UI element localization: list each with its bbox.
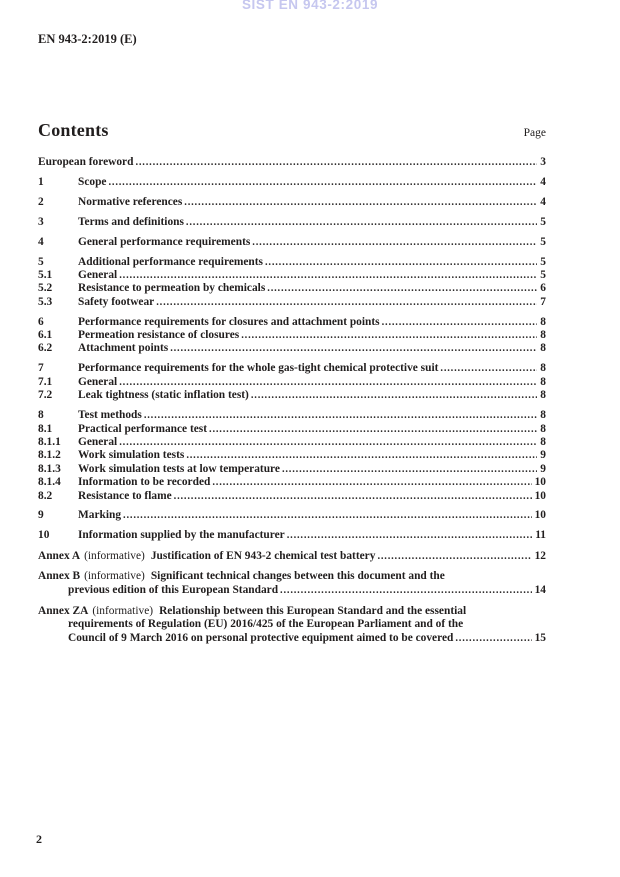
toc-entry-page: 8: [540, 389, 546, 402]
toc-entry-number: 5.3: [38, 295, 53, 308]
toc-entry: [38, 362, 546, 375]
toc-entry-number: 5: [38, 255, 44, 268]
toc-entry-title: Performance requirements for the whole gas-tight chemical protective suit: [78, 362, 439, 375]
dot-leader: [377, 550, 531, 564]
toc-entry-title: Resistance to flame: [78, 489, 172, 502]
toc-entry: [38, 463, 546, 476]
toc-entry-title: Additional performance requirements: [78, 255, 263, 268]
toc-entry-page: 8: [540, 409, 546, 422]
toc-entry-page: 5: [540, 255, 546, 268]
dot-leader: [156, 296, 537, 309]
toc-entry-number: 8.2: [38, 489, 53, 502]
document-reference: EN 943-2:2019 (E): [38, 32, 137, 46]
toc-entry-title: Work simulation tests: [78, 449, 185, 462]
toc-entry-page: 8: [540, 315, 546, 328]
dot-leader: [123, 509, 532, 522]
annex-qualifier: (informative): [92, 604, 154, 617]
dot-leader: [241, 329, 537, 342]
toc-entry-title: Scope: [78, 175, 107, 188]
toc-entry-number: 7.2: [38, 389, 53, 402]
toc-annex-entry: [38, 605, 546, 646]
annex-title-text: requirements of Regulation (EU) 2016/425 of the European Parliament and of the: [68, 618, 464, 631]
toc-annex-line: [38, 570, 546, 584]
toc-entry-number: 4: [38, 235, 44, 248]
annex-title-text: previous edition of this European Standard: [68, 583, 279, 596]
toc-entry-page: 9: [540, 462, 546, 475]
toc-entry-page: 4: [540, 195, 546, 208]
annex-label: Annex B: [38, 570, 81, 583]
toc-entry-title: Attachment points: [78, 342, 169, 355]
contents-heading: Contents: [38, 120, 109, 140]
toc-entry: [38, 490, 546, 503]
toc-header: [38, 120, 546, 141]
toc-annex-line: [38, 550, 546, 564]
toc-annex-line: [38, 605, 546, 619]
toc-entry-number: 3: [38, 215, 44, 228]
dot-leader: [184, 196, 537, 209]
toc-entry-page: 7: [540, 295, 546, 308]
dot-leader: [212, 476, 531, 489]
table-of-contents: [38, 120, 546, 645]
toc-entry-page: 14: [534, 583, 546, 596]
toc-entry: [38, 389, 546, 402]
toc-entry-title: General: [78, 268, 118, 281]
toc-entry-title: Normative references: [78, 195, 183, 208]
toc-entry: [38, 449, 546, 462]
toc-annex-list: [38, 550, 546, 646]
annex-qualifier: (informative): [84, 570, 145, 583]
toc-entry: [38, 342, 546, 355]
toc-entry: [38, 329, 546, 342]
page-column-label: Page: [523, 127, 546, 139]
toc-entry: [38, 529, 546, 542]
dot-leader: [267, 282, 537, 295]
toc-entry-page: 8: [540, 375, 546, 388]
annex-qualifier: (informative): [84, 549, 145, 562]
toc-entry-page: 10: [534, 476, 546, 489]
dot-leader: [209, 423, 537, 436]
toc-entry: [38, 316, 546, 329]
dot-leader: [265, 256, 537, 269]
toc-entry: [38, 476, 546, 489]
toc-entry-number: 8.1.2: [38, 449, 61, 462]
toc-entry-title: Resistance to permeation by chemicals: [78, 282, 266, 295]
annex-label: Annex ZA: [38, 604, 89, 617]
toc-entry-number: 6.2: [38, 342, 53, 355]
toc-entry-number: 6.1: [38, 329, 53, 342]
toc-entry-number: 1: [38, 175, 44, 188]
toc-entry: [38, 296, 546, 309]
toc-entry: [38, 176, 546, 189]
annex-title-text: Relationship between this European Standard and the essential: [159, 604, 467, 617]
toc-entry-page: 4: [540, 175, 546, 188]
toc-entry: [38, 236, 546, 249]
toc-annex-line: [38, 632, 546, 646]
toc-entry: [38, 409, 546, 422]
toc-entry-title: Permeation resistance of closures: [78, 329, 240, 342]
toc-entry-title: Work simulation tests at low temperature: [78, 462, 280, 475]
dot-leader: [135, 156, 537, 169]
toc-entry-title: European foreword: [38, 156, 134, 168]
toc-entry-title: Practical performance test: [78, 422, 208, 435]
annex-title-text: Council of 9 March 2016 on personal protective equipment aimed to be covered: [68, 631, 454, 644]
toc-entry-page: 8: [540, 329, 546, 342]
toc-entry-number: 8.1.3: [38, 462, 61, 475]
toc-entry-number: 7: [38, 362, 44, 375]
toc-entry-title: General: [78, 375, 118, 388]
toc-entry-title: Performance requirements for closures and attachment points: [78, 315, 380, 328]
toc-entry-page: 8: [540, 435, 546, 448]
toc-entry-page: 5: [540, 215, 546, 228]
toc-entry-number: 7.1: [38, 375, 53, 388]
dot-leader: [170, 342, 537, 355]
toc-entry-page: 12: [534, 549, 546, 562]
toc-entry: [38, 376, 546, 389]
toc-entry-title: Information supplied by the manufacturer: [78, 529, 285, 542]
toc-entry-number: 8.1.1: [38, 435, 61, 448]
toc-entry-number: 6: [38, 315, 44, 328]
dot-leader: [382, 316, 538, 329]
toc-entry-title: Test methods: [78, 409, 142, 422]
toc-entry: [38, 269, 546, 282]
toc-entry-page: 5: [540, 235, 546, 248]
toc-entry-number: 8: [38, 409, 44, 422]
dot-leader: [119, 436, 537, 449]
toc-annex-entry: [38, 570, 546, 597]
toc-entry-list: [38, 156, 546, 543]
sist-watermark: SIST EN 943-2:2019: [241, 0, 379, 12]
dot-leader: [251, 389, 537, 402]
annex-title-text: Significant technical changes between this document and the: [150, 570, 445, 583]
dot-leader: [144, 409, 537, 422]
toc-entry-title: Safety footwear: [78, 295, 155, 308]
toc-entry-number: 5.2: [38, 282, 53, 295]
dot-leader: [108, 176, 537, 189]
annex-title-text: Justification of EN 943-2 chemical test battery: [150, 549, 376, 562]
toc-entry-title: Terms and definitions: [78, 215, 184, 228]
toc-entry-number: 10: [38, 529, 50, 542]
dot-leader: [186, 216, 537, 229]
toc-annex-entry: [38, 550, 546, 564]
dot-leader: [252, 236, 537, 249]
toc-entry-page: 9: [540, 449, 546, 462]
footer-page-number: 2: [36, 832, 42, 846]
toc-entry-page: 11: [535, 529, 546, 542]
toc-entry: [38, 156, 546, 169]
toc-entry-title: General performance requirements: [78, 235, 251, 248]
dot-leader: [280, 584, 532, 598]
dot-leader: [119, 269, 537, 282]
toc-entry-number: 2: [38, 195, 44, 208]
dot-leader: [119, 376, 537, 389]
dot-leader: [287, 529, 533, 542]
toc-entry: [38, 282, 546, 295]
toc-entry-number: 5.1: [38, 268, 53, 281]
toc-entry: [38, 196, 546, 209]
toc-entry: [38, 256, 546, 269]
toc-entry-title: General: [78, 435, 118, 448]
toc-entry-number: 9: [38, 509, 44, 522]
dot-leader: [186, 449, 537, 462]
toc-entry-page: 8: [540, 422, 546, 435]
toc-entry-page: 6: [540, 282, 546, 295]
toc-entry-title: Marking: [78, 509, 122, 522]
toc-entry-title: Leak tightness (static inflation test): [78, 389, 249, 402]
toc-entry-number: 8.1.4: [38, 476, 61, 489]
annex-label: Annex A: [38, 549, 81, 562]
toc-entry: [38, 216, 546, 229]
toc-entry-page: 8: [540, 362, 546, 375]
toc-entry-title: Information to be recorded: [78, 476, 211, 489]
toc-entry-page: 5: [540, 268, 546, 281]
toc-entry-page: 10: [534, 509, 546, 522]
toc-entry-page: 10: [534, 489, 546, 502]
toc-entry-page: 8: [540, 342, 546, 355]
toc-entry-page: 15: [534, 631, 546, 644]
dot-leader: [455, 632, 531, 646]
dot-leader: [174, 490, 532, 503]
toc-annex-line: [38, 618, 546, 632]
dot-leader: [440, 362, 537, 375]
toc-entry-number: 8.1: [38, 422, 53, 435]
toc-entry-page: 3: [540, 156, 546, 168]
dot-leader: [282, 463, 537, 476]
toc-entry: [38, 423, 546, 436]
toc-entry: [38, 436, 546, 449]
toc-entry: [38, 509, 546, 522]
toc-annex-line: [38, 584, 546, 598]
